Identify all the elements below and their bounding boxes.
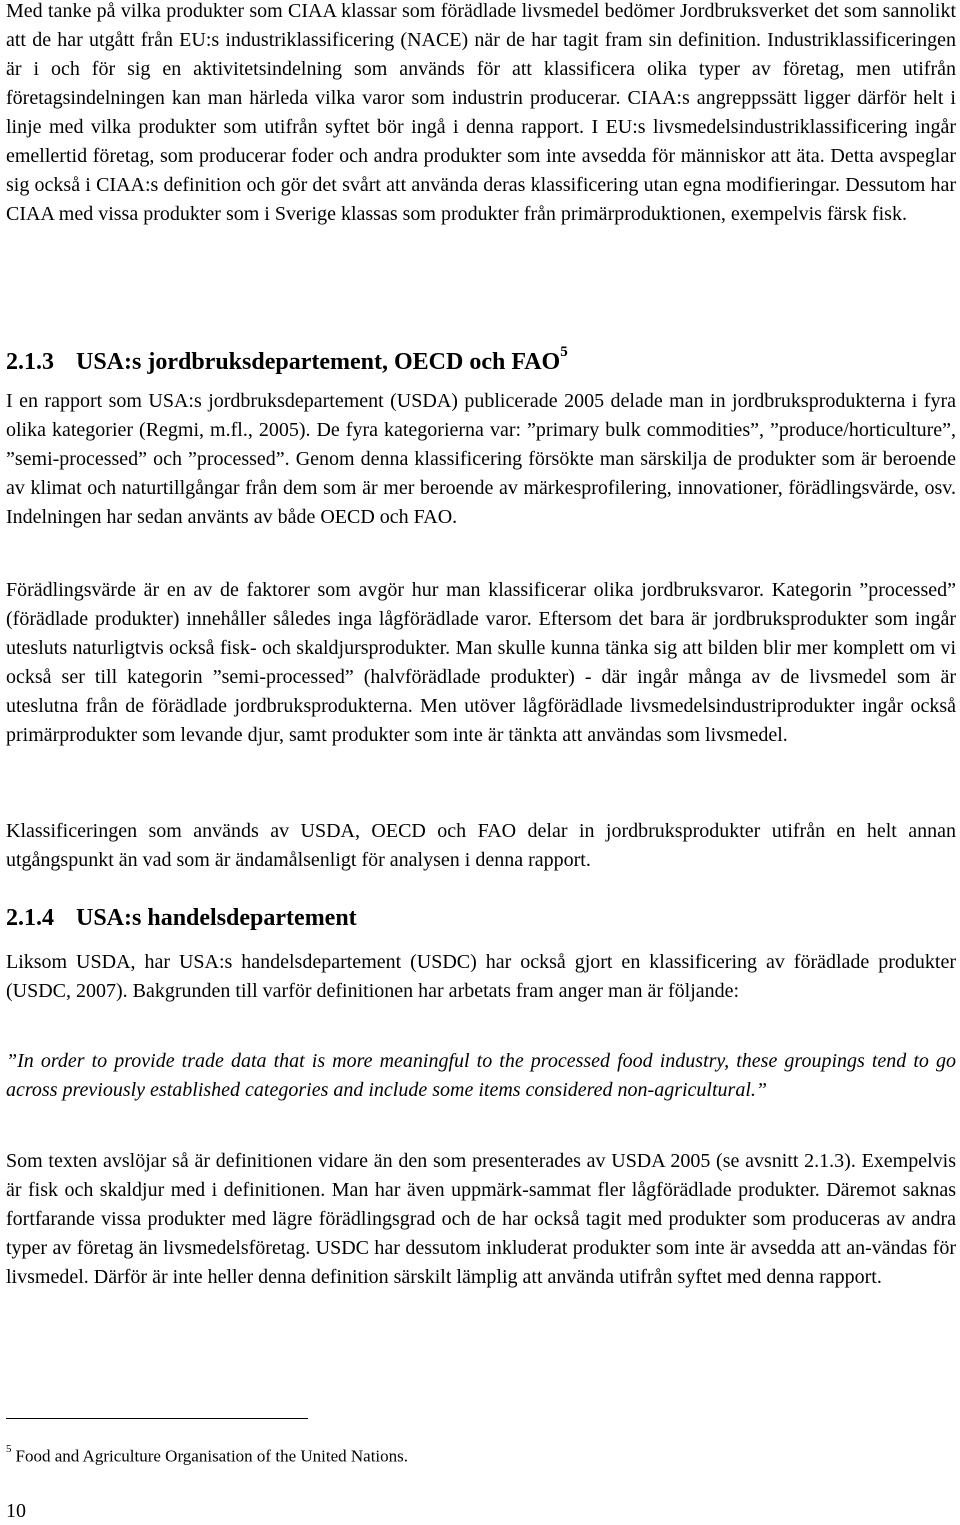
footnote: [6, 1440, 408, 1469]
paragraph-value-added: Förädlingsvärde är en av de faktorer som avgör hur man klassificerar olika jordbruksvaror. Kategorin ”processed” (förädlade produkter) innehåller således inga lågförädlade varor. Eftersom det bara är jordbruksprodukter som ingår utesluts naturligtvis också fisk- och skaldjursprodukter. Man skulle kunna tänka sig att bilden blir mer komplett om vi också ser till kategorin ”semi-processed” (halvförädlade produkter) - där ingår många av de livsmedel som är uteslutna från de förädlade jordbruksprodukterna. Men utöver lågförädlade livsmedelsindustriprodukter ingår också primärprodukter som levande djur, samt produkter som inte är tänkta att användas som livsmedel.: [6, 579, 956, 746]
quote-text: ”In order to provide trade data that is more meaningful to the processed food industry, these groupings tend to go across previously established categories and include some items considered non-agricultural.”: [6, 1050, 956, 1101]
section-number: 2.1.4: [6, 905, 54, 931]
paragraph-intro: Med tanke på vilka produkter som CIAA klassar som förädlade livsmedel bedömer Jordbruksverket det som sannolikt att de har utgått från EU:s industriklassificering (NACE) när de har tagit fram sin definition. Industriklassificeringen är i och för sig en aktivitetsindelning som används för att klassificera olika typer av företag, men utifrån företagsindelningen kan man härleda vilka varor som industrin producerar. CIAA:s angreppssätt ligger därför helt i linje med vilka produkter som utifrån syftet bör ingå i denna rapport. I EU:s livsmedelsindustriklassificering ingår emellertid företag, som producerar foder och andra produkter som inte avsedda för människor att äta. Detta avspeglar sig också i CIAA:s definition och gör det svårt att använda deras klassificering utan egna modifieringar. Dessutom har CIAA med vissa produkter som i Sverige klassas som produkter från primärproduktionen, exempelvis färsk fisk.: [6, 0, 956, 225]
page-number: 10: [6, 1500, 26, 1522]
block-quote: [6, 1047, 956, 1105]
footnote-mark: 5: [6, 1443, 12, 1455]
section-number: 2.1.3: [6, 349, 54, 375]
paragraph-classification-summary: Klassificeringen som används av USDA, OECD och FAO delar in jordbruksprodukter utifrån en helt annan utgångspunkt än vad som är ändamålsenligt för analysen i denna rapport.: [6, 820, 956, 871]
footnote-text: Food and Agriculture Organisation of the United Nations.: [15, 1446, 409, 1466]
paragraph-usda-categories: I en rapport som USA:s jordbruksdepartement (USDA) publicerade 2005 delade man in jordbruksprodukterna i fyra olika kategorier (Regmi, m.fl., 2005). De fyra kategorierna var: ”primary bulk commodities”, ”produce/horticulture”, ”semi-processed” och ”processed”. Genom denna klassificering försökte man särskilja de produkter som är beroende av klimat och naturtillgångar från dem som är mer beroende av märkesprofilering, innovationer, förädlingsvärde, osv. Indelningen har sedan använts av både OECD och FAO.: [6, 390, 956, 528]
section-heading-2-1-4: [6, 903, 357, 933]
section-title: USA:s handelsdepartement: [76, 905, 357, 931]
paragraph-usdc-intro: Liksom USDA, har USA:s handelsdepartement (USDC) har också gjort en klassificering av förädlade produkter (USDC, 2007). Bakgrunden till varför definitionen har arbetats fram anger man är följande:: [6, 951, 956, 1002]
paragraph-usdc-definition: Som texten avslöjar så är definitionen vidare än den som presenterades av USDA 2005 (se avsnitt 2.1.3). Exempelvis är fisk och skaldjur med i definitionen. Man har även uppmärk-sammat fler lågförädlade produkter. Däremot saknas fortfarande vissa produkter med lägre förädlingsgrad och de har också tagit med produkter som produceras av andra typer av företag än livsmedelsföretag. USDC har dessutom inkluderat produkter som inte är avsedda att an-vändas för livsmedel. Därför är inte heller denna definition särskilt lämplig att använda utifrån syftet med denna rapport.: [6, 1150, 956, 1288]
section-title: USA:s jordbruksdepartement, OECD och FAO: [76, 349, 561, 375]
section-heading-2-1-3: [6, 341, 568, 377]
footnote-ref[interactable]: 5: [560, 344, 568, 360]
footnote-separator: [6, 1418, 308, 1419]
